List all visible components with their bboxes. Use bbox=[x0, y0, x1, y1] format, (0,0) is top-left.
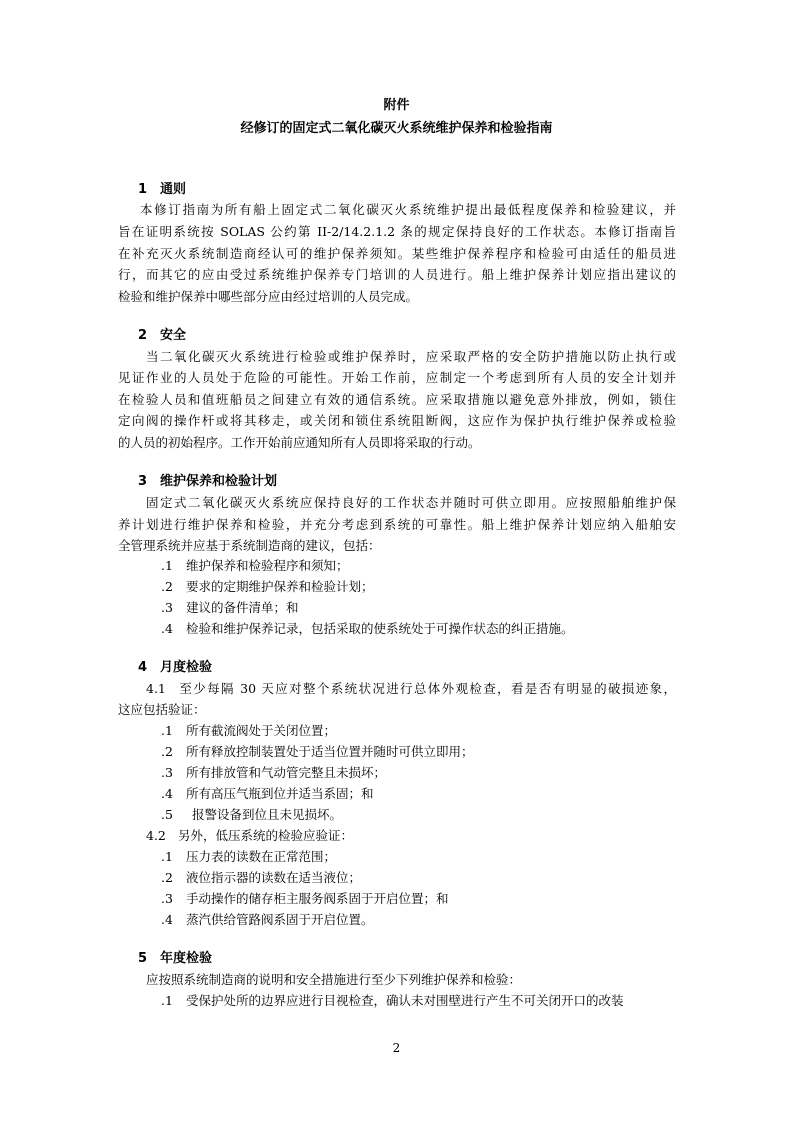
list-item bbox=[161, 890, 449, 908]
section-number: 4 bbox=[138, 660, 148, 675]
list-item-index: .2 bbox=[161, 579, 173, 594]
list-item-text: 受保护处所的边界应进行目视检查，确认未对围壁进行产生不可关闭开口的改装 bbox=[186, 993, 624, 1008]
list-item-text: 检验和维护保养记录，包括采取的使系统处于可操作状态的纠正措施。 bbox=[186, 621, 574, 636]
paragraph-line: 养计划进行维护保养和检验，并充分考虑到系统的可靠性。船上维护保养计划应纳入船舶安 bbox=[118, 517, 676, 532]
paragraph-line: 见证作业的人员处于危险的可能性。开始工作前，应制定一个考虑到所有人员的安全计划并 bbox=[118, 370, 676, 385]
section-2-heading bbox=[138, 327, 186, 345]
section-title: 维护保养和检验计划 bbox=[160, 474, 278, 489]
paragraph-line: 在检验人员和值班船员之间建立有效的通信系统。应采取措施以避免意外排放，例如，锁住 bbox=[118, 392, 676, 407]
paragraph-line: 行，而其它的应由受过系统维护保养专门培训的人员进行。船上维护保养计划应指出建议的 bbox=[118, 267, 676, 282]
section-4-heading bbox=[138, 659, 212, 677]
list-item-index: .2 bbox=[161, 870, 173, 885]
list-item-index: .4 bbox=[161, 912, 173, 927]
document-title: 经修订的固定式二氧化碳灭火系统维护保养和检验指南 bbox=[240, 121, 553, 136]
section-1-heading bbox=[138, 181, 186, 199]
list-item-text: 所有高压气瓶到位并适当系固；和 bbox=[186, 786, 374, 801]
list-item-index: .3 bbox=[161, 600, 173, 615]
list-item bbox=[161, 911, 374, 929]
paragraph-line: 的人员的初始程序。工作开始前应通知所有人员即将采取的行动。 bbox=[118, 435, 481, 450]
paragraph-line: 本修订指南为所有船上固定式二氧化碳灭火系统维护提出最低程度保养和检验建议，并 bbox=[140, 202, 676, 217]
list-item-index: .4 bbox=[161, 786, 173, 801]
paragraph-line: 在补充灭火系统制造商经认可的维护保养须知。某些维护保养程序和检验可由适任的船员进 bbox=[118, 246, 676, 261]
subsection-text: 另外，低压系统的检验应验证： bbox=[178, 828, 354, 843]
list-item bbox=[161, 557, 349, 575]
list-item-index: .2 bbox=[161, 744, 173, 759]
list-item bbox=[161, 743, 474, 761]
paragraph-line: 定向阀的操作杆或将其移走，或关闭和锁住系统阻断阀，这应作为保护执行维护保养或检验 bbox=[118, 413, 676, 428]
list-item bbox=[161, 764, 386, 782]
page-number: 2 bbox=[392, 1041, 401, 1055]
subsection-number: 4.2 bbox=[146, 828, 166, 843]
paragraph-line: 应按照系统制造商的说明和安全措施进行至少下列维护保养和检验： bbox=[146, 972, 522, 987]
section-number: 5 bbox=[138, 951, 148, 966]
list-item-text: 压力表的读数在正常范围； bbox=[186, 849, 337, 864]
list-item-text: 建议的备件清单；和 bbox=[186, 600, 299, 615]
list-item bbox=[161, 578, 374, 596]
list-item-index: .3 bbox=[161, 891, 173, 906]
list-item bbox=[161, 992, 624, 1010]
paragraph-line: 当二氧化碳灭火系统进行检验或维护保养时，应采取严格的安全防护措施以防止执行或 bbox=[146, 349, 676, 364]
subsection-text: 至少每隔 30 天应对整个系统状况进行总体外观检查，看是否有明显的破损迹象， bbox=[178, 681, 676, 696]
list-item-index: .5 bbox=[161, 807, 173, 822]
paragraph-line: 全管理系统并应基于系统制造商的建议，包括： bbox=[118, 538, 381, 553]
paragraph-line bbox=[146, 680, 676, 698]
list-item-text: 维护保养和检验程序和须知； bbox=[186, 558, 349, 573]
list-item bbox=[161, 869, 361, 887]
section-number: 1 bbox=[138, 182, 148, 197]
list-item-text: 报警设备到位且未见损坏。 bbox=[192, 807, 343, 822]
list-item-text: 蒸汽供给管路阀系固于开启位置。 bbox=[186, 912, 374, 927]
list-item-index: .4 bbox=[161, 621, 173, 636]
list-item-index: .1 bbox=[161, 558, 173, 573]
section-title: 安全 bbox=[160, 328, 187, 343]
list-item-index: .1 bbox=[161, 993, 173, 1008]
list-item-text: 液位指示器的读数在适当液位； bbox=[186, 870, 362, 885]
list-item-index: .1 bbox=[161, 723, 173, 738]
subsection-number: 4.1 bbox=[146, 681, 166, 696]
list-item bbox=[161, 620, 574, 638]
paragraph-line: 检验和维护保养中哪些部分应由经过培训的人员完成。 bbox=[118, 289, 419, 304]
list-item bbox=[161, 806, 342, 824]
list-item bbox=[161, 722, 336, 740]
list-item bbox=[161, 599, 299, 617]
list-item bbox=[161, 848, 336, 866]
section-title: 通则 bbox=[160, 182, 187, 197]
section-number: 3 bbox=[138, 474, 148, 489]
paragraph-line: 这应包括验证： bbox=[118, 702, 206, 717]
list-item-text: 要求的定期维护保养和检验计划； bbox=[186, 579, 374, 594]
paragraph-line: 旨在证明系统按 SOLAS 公约第 II-2/14.2.1.2 条的规定保持良好的工作状态。本修订指南旨 bbox=[118, 224, 676, 239]
subsection-line bbox=[146, 827, 353, 845]
paragraph-line: 固定式二氧化碳灭火系统应保持良好的工作状态并随时可供立即用。应按照船舶维护保 bbox=[146, 495, 676, 510]
list-item-text: 所有截流阀处于关闭位置； bbox=[186, 723, 337, 738]
annex-label: 附件 bbox=[383, 98, 410, 113]
section-title: 月度检验 bbox=[160, 660, 213, 675]
section-5-heading bbox=[138, 950, 212, 968]
list-item-index: .1 bbox=[161, 849, 173, 864]
list-item-index: .3 bbox=[161, 765, 173, 780]
list-item-text: 所有释放控制装置处于适当位置并随时可供立即用； bbox=[186, 744, 474, 759]
list-item bbox=[161, 785, 374, 803]
section-number: 2 bbox=[138, 328, 148, 343]
list-item-text: 手动操作的储存柜主服务阀系固于开启位置；和 bbox=[186, 891, 449, 906]
section-3-heading bbox=[138, 473, 277, 491]
section-title: 年度检验 bbox=[160, 951, 213, 966]
list-item-text: 所有排放管和气动管完整且未损坏； bbox=[186, 765, 387, 780]
